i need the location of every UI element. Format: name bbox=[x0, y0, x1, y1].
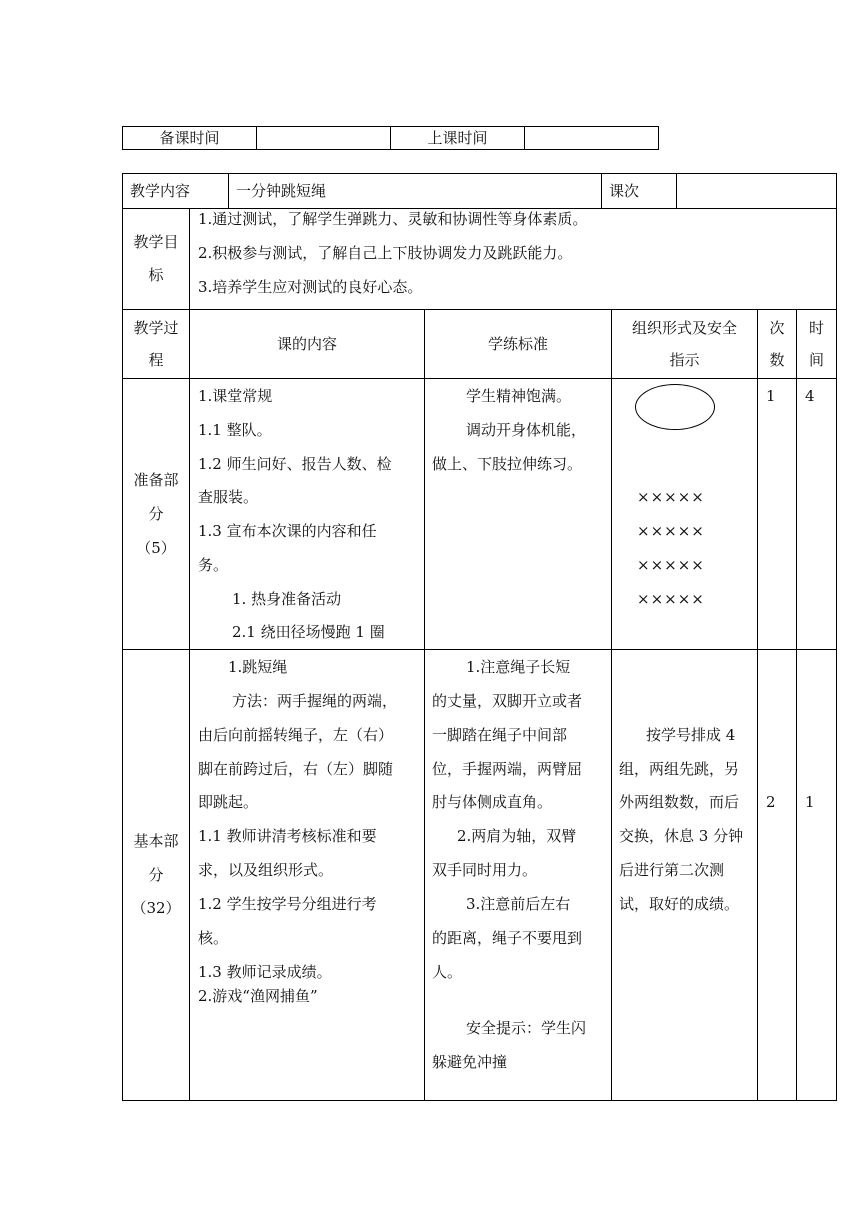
goals-label-line1: 教学目 bbox=[133, 233, 179, 251]
prep-time-label: 备课时间 bbox=[159, 129, 220, 147]
basic-content-line: 1.跳短绳 bbox=[228, 658, 288, 676]
content-label: 教学内容 bbox=[130, 182, 191, 200]
basic-org-line: 交换，休息 3 分钟 bbox=[619, 827, 744, 845]
basic-standard-line: 2.两肩为轴，双臂 bbox=[457, 827, 577, 845]
basic-content-line: 1.3 教师记录成绩。 bbox=[198, 963, 332, 981]
teacher-position-ellipse bbox=[635, 384, 715, 430]
basic-content-line: 核。 bbox=[198, 929, 229, 947]
basic-standard-line: 的距离，绳子不要甩到 bbox=[432, 929, 583, 947]
basic-times: 2 bbox=[766, 793, 776, 811]
basic-org-line: 试，取好的成绩。 bbox=[619, 895, 740, 913]
basic-standard-line: 的丈量，双脚开立或者 bbox=[432, 692, 583, 710]
student-formation-row: ××××× bbox=[637, 556, 705, 574]
prep-content-line: 务。 bbox=[198, 556, 229, 574]
goal-item: 3.培养学生应对测试的良好心态。 bbox=[198, 278, 423, 296]
basic-standard-line: 人。 bbox=[432, 963, 463, 981]
basic-content-line: 2.游戏“渔网捕鱼” bbox=[198, 987, 318, 1005]
basic-content-line: 方法：两手握绳的两端， bbox=[232, 692, 398, 710]
basic-standard-line: 双手同时用力。 bbox=[432, 861, 538, 879]
basic-standard-line: 位，手握两端，两臂屈 bbox=[432, 760, 583, 778]
basic-org-line: 按学号排成 4 bbox=[646, 726, 736, 744]
safety-tip-line: 躲避免冲撞 bbox=[432, 1053, 508, 1071]
student-formation-row: ××××× bbox=[637, 522, 705, 540]
basic-content-line: 由后向前摇转绳子，左（右） bbox=[198, 726, 394, 744]
basic-org-line: 外两组数数，而后 bbox=[619, 793, 740, 811]
prep-content-line: 1.2 师生问好、报告人数、检 bbox=[198, 455, 392, 473]
prep-content-line: 1.1 整队。 bbox=[198, 421, 272, 439]
prep-content-line: 1. 热身准备活动 bbox=[232, 590, 342, 608]
prep-content-line: 查服装。 bbox=[198, 488, 259, 506]
basic-content-line: 求，以及组织形式。 bbox=[198, 861, 334, 879]
basic-content-line: 即跳起。 bbox=[198, 793, 259, 811]
basic-time: 1 bbox=[805, 793, 815, 811]
class-time-label: 上课时间 bbox=[427, 129, 488, 147]
prep-time: 4 bbox=[805, 387, 815, 405]
safety-tip-line: 安全提示：学生闪 bbox=[466, 1019, 587, 1037]
prep-content-line: 2.1 绕田径场慢跑 1 圈 bbox=[232, 623, 385, 641]
lesson-number-label: 课次 bbox=[609, 182, 640, 200]
student-formation-row: ××××× bbox=[637, 590, 705, 608]
prep-standard-line: 调动开身体机能， bbox=[466, 421, 587, 439]
basic-label-line2: 分 bbox=[148, 866, 164, 884]
basic-org-line: 后进行第二次测 bbox=[619, 861, 725, 879]
prep-standard-line: 做上、下肢拉伸练习。 bbox=[432, 455, 583, 473]
student-formation-row: ××××× bbox=[637, 488, 705, 506]
col-header-time-line2: 间 bbox=[808, 351, 824, 369]
basic-org-line: 组，两组先跳，另 bbox=[619, 760, 740, 778]
content-value: 一分钟跳短绳 bbox=[236, 182, 327, 200]
goals-label-line2: 标 bbox=[148, 266, 164, 284]
prep-label-line2: 分 bbox=[148, 505, 164, 523]
prep-content-line: 1.课堂常规 bbox=[198, 387, 273, 405]
col-header-time-line1: 时 bbox=[808, 319, 824, 337]
process-label-line2: 程 bbox=[148, 351, 164, 369]
basic-content-line: 1.2 学生按学号分组进行考 bbox=[198, 895, 377, 913]
col-header-content: 课的内容 bbox=[276, 335, 337, 353]
goal-item: 1.通过测试，了解学生弹跳力、灵敏和协调性等身体素质。 bbox=[198, 210, 588, 228]
col-header-standard: 学练标准 bbox=[487, 335, 548, 353]
basic-standard-line: 肘与体侧成直角。 bbox=[432, 793, 553, 811]
basic-standard-line: 3.注意前后左右 bbox=[466, 895, 571, 913]
prep-label-line3: （5） bbox=[136, 539, 176, 557]
basic-standard-line: 一脚踏在绳子中间部 bbox=[432, 726, 568, 744]
prep-content-line: 1.3 宣布本次课的内容和任 bbox=[198, 522, 377, 540]
col-header-times-line1: 次 bbox=[769, 319, 785, 337]
basic-content-line: 1.1 教师讲清考核标准和要 bbox=[198, 827, 377, 845]
prep-standard-line: 学生精神饱满。 bbox=[466, 387, 572, 405]
col-header-organization-line2: 指示 bbox=[669, 351, 700, 369]
basic-content-line: 脚在前跨过后，右（左）脚随 bbox=[198, 760, 394, 778]
basic-label-line3: （32） bbox=[131, 899, 181, 917]
prep-label-line1: 准备部 bbox=[133, 471, 179, 489]
col-header-times-line2: 数 bbox=[769, 351, 785, 369]
prep-times: 1 bbox=[766, 387, 776, 405]
basic-standard-line: 1.注意绳子长短 bbox=[466, 658, 571, 676]
goal-item: 2.积极参与测试，了解自己上下肢协调发力及跳跃能力。 bbox=[198, 244, 573, 262]
process-label-line1: 教学过 bbox=[133, 319, 179, 337]
col-header-organization-line1: 组织形式及安全 bbox=[631, 319, 737, 337]
basic-label-line1: 基本部 bbox=[133, 832, 179, 850]
